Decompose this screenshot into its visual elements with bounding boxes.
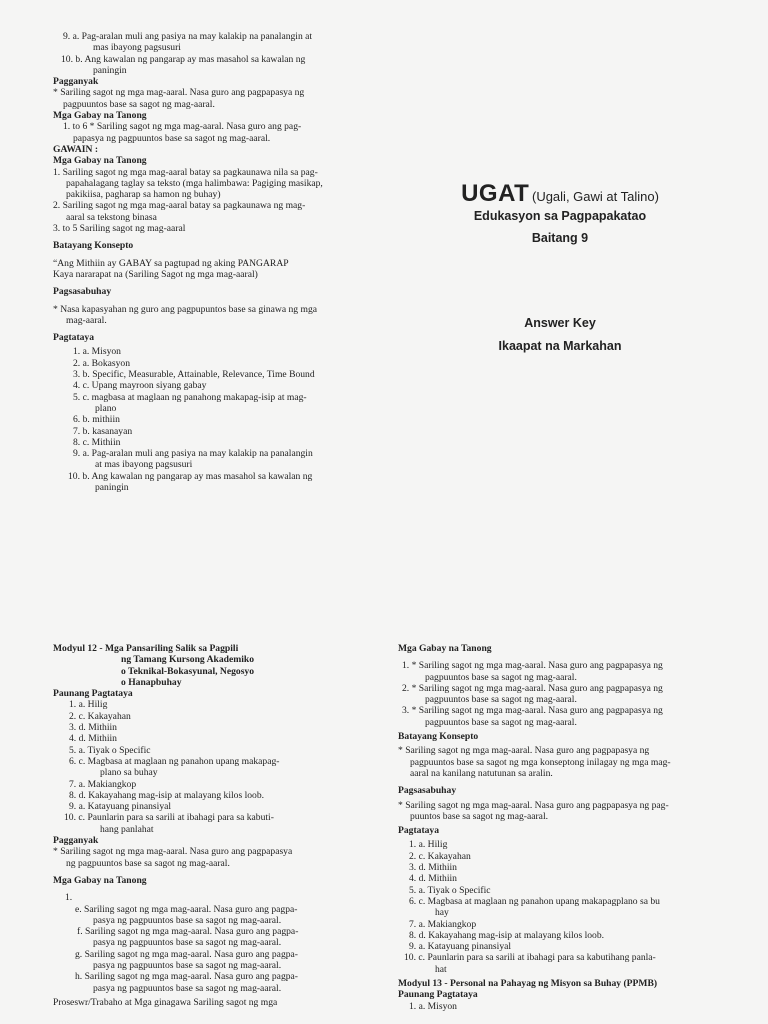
section-heading: Pagsasabuhay [53, 286, 112, 298]
list-item: plano sa buhay [100, 767, 158, 779]
list-item: 3. d. Mithiin [69, 722, 117, 734]
list-item: 5. a. Tiyak o Specific [409, 884, 491, 896]
text-line: aaral na kanilang natutunan sa aralin. [410, 767, 553, 779]
section-heading: Mga Gabay na Tanong [53, 874, 147, 886]
list-item: 10. c. Paunlarin para sa sarili at ibahagi para sa kabutihang panla- [404, 952, 656, 964]
text-line: pagpuuntos base sa sagot ng mag-aaral. [63, 98, 215, 110]
section-heading: Pagsasabuhay [398, 785, 457, 797]
list-item: pasya ng pagpuuntos base sa sagot ng mag-aaral. [93, 937, 282, 949]
list-item: at mas ibayong pagsusuri [95, 459, 193, 471]
section-heading: Pagtataya [398, 825, 440, 837]
ugat-title [430, 180, 690, 207]
section-heading: Pagganyak [53, 76, 99, 88]
answer-key-title: Answer Key [524, 316, 596, 330]
section-heading: Paunang Pagtataya [398, 989, 478, 1001]
module-heading: o Teknikal-Bokasyunal, Negosyo [121, 665, 255, 677]
list-item: 6. c. Magbasa at maglaan ng panahon upang makapag- [69, 755, 280, 767]
list-item: 1. * Sariling sagot ng mga mag-aaral. Nasa guro ang pagpapasya ng [402, 660, 663, 672]
list-item: 6. c. Magbasa at maglaan ng panahon upang makapagplano sa bu [409, 895, 660, 907]
text-line: mag-aaral. [66, 314, 107, 326]
text-line: Proseswr/Trabaho at Mga ginagawa Sariling sagot ng mga [53, 996, 278, 1008]
section-heading: Mga Gabay na Tanong [53, 155, 147, 167]
text-line: “Ang Mithiin ay GABAY sa pagtupad ng aking PANGARAP [53, 257, 289, 269]
list-item: hang panlahat [100, 823, 154, 835]
text-line: papahalagang taglay sa teksto (mga halimbawa: Pagiging masikap, [66, 177, 323, 189]
list-item: 8. d. Kakayahang mag-isip at malayang kilos loob. [409, 929, 605, 941]
list-item: hat [435, 963, 447, 975]
section-heading: Pagganyak [53, 835, 99, 847]
text-line: pagpuuntos base sa sagot ng mga konseptong inilagay ng mga mag- [410, 756, 671, 768]
list-item: 4. d. Mithiin [409, 873, 457, 885]
document-title-block [430, 180, 690, 245]
list-item: 4. d. Mithiin [69, 733, 117, 745]
text-line: * Sariling sagot ng mga mag-aaral. Nasa guro ang pagpapasya ng pag- [398, 799, 669, 811]
list-item: 7. a. Makiangkop [409, 918, 477, 930]
list-item: pagpuuntos base sa sagot ng mag-aaral. [425, 694, 577, 706]
list-item: paningin [95, 481, 129, 493]
list-item: e. Sariling sagot ng mga mag-aaral. Nasa guro ang pagpa- [75, 903, 298, 915]
text-line: * Sariling sagot ng mga mag-aaral. Nasa guro ang pagpapasya ng [398, 745, 650, 757]
text-line: * Nasa kapasyahan ng guro ang pagpupuntos base sa ginawa ng mga [53, 303, 318, 315]
list-item: 9. a. Katayuang pinansiyal [69, 801, 172, 813]
text-line: aaral sa tekstong binasa [66, 211, 157, 223]
list-item: 1. [65, 892, 73, 904]
module-heading: ng Tamang Kursong Akademiko [121, 654, 255, 666]
list-item: 3. * Sariling sagot ng mga mag-aaral. Nasa guro ang pagpapasya ng [402, 705, 663, 717]
top-left-column [53, 31, 383, 493]
section-heading: Mga Gabay na Tanong [398, 643, 492, 654]
text-line: 3. to 5 Sariling sagot ng mag-aaral [53, 223, 186, 235]
list-item: 7. a. Makiangkop [69, 778, 137, 790]
quarter-title: Ikaapat na Markahan [498, 339, 622, 353]
list-item: 8. d. Kakayahang mag-isip at malayang kilos loob. [69, 789, 265, 801]
list-item: 5. c. magbasa at maglaan ng panahong makapag-isip at mag- [73, 391, 307, 403]
list-item: pagpuuntos base sa sagot ng mag-aaral. [425, 671, 577, 683]
bottom-left-column [53, 643, 363, 1008]
text-line: paningin [93, 64, 127, 76]
list-item: plano [95, 402, 117, 414]
list-item: pasya ng pagpuuntos base sa sagot ng mag-aaral. [93, 960, 282, 972]
subject-title: Edukasyon sa Pagpapakatao [473, 209, 647, 224]
section-heading: GAWAIN : [53, 143, 99, 155]
text-line: 1. Sariling sagot ng mga mag-aaral batay sa pagkaunawa nila sa pag- [53, 166, 318, 178]
text-line: ng pagpuuntos base sa sagot ng mag-aaral. [66, 857, 230, 869]
list-item: 8. c. Mithiin [73, 436, 121, 448]
text-line: * Sariling sagot ng mga mag-aaral. Nasa guro ang pagpapasya ng [53, 87, 305, 99]
list-item: 1. a. Hilig [409, 839, 448, 851]
module-heading: Modyul 12 - Mga Pansariling Salik sa Pagpili [53, 643, 239, 654]
list-item: pagpuuntos base sa sagot ng mag-aaral. [425, 716, 577, 728]
list-item: 10. b. Ang kawalan ng pangarap ay mas masahol sa kawalan ng [68, 470, 313, 482]
module-heading: Modyul 13 - Personal na Pahayag ng Misyon sa Buhay (PPMB) [398, 978, 658, 990]
module-heading: o Hanapbuhay [121, 676, 182, 688]
text-line: 1. to 6 * Sariling sagot ng mga mag-aaral. Nasa guro ang pag- [63, 121, 302, 133]
list-item: 2. c. Kakayahan [409, 850, 471, 862]
list-item: 1. a. Misyon [409, 1000, 457, 1012]
bottom-right-column [398, 643, 738, 1012]
list-item: hay [435, 907, 449, 919]
list-item: 2. a. Bokasyon [73, 357, 131, 369]
section-heading: Mga Gabay na Tanong [53, 110, 147, 122]
text-line: mas ibayong pagsusuri [93, 42, 181, 54]
text-line: puuntos base sa sagot ng mag-aaral. [410, 810, 549, 822]
section-heading: Paunang Pagtataya [53, 688, 133, 700]
list-item: 2. c. Kakayahan [69, 710, 131, 722]
grade-level: Baitang 9 [531, 230, 589, 245]
text-line: Kaya nararapat na (Sariling Sagot ng mga mag-aaral) [53, 268, 258, 280]
list-item: 3. d. Mithiin [409, 862, 457, 874]
list-item: 7. b. kasanayan [73, 425, 133, 437]
list-item: h. Sariling sagot ng mga mag-aaral. Nasa guro ang pagpa- [75, 971, 298, 983]
list-item: 1. a. Hilig [69, 699, 108, 711]
list-item: 4. c. Upang mayroon siyang gabay [73, 380, 207, 392]
text-line: 10. b. Ang kawalan ng pangarap ay mas masahol sa kawalan ng [61, 53, 306, 65]
section-heading: Batayang Konsepto [53, 240, 134, 252]
list-item: 9. a. Pag-aralan muli ang pasiya na may kalakip na panalangin [73, 448, 313, 460]
ugat-subtitle: (Ugali, Gawi at Talino) [531, 189, 659, 204]
section-heading: Pagtataya [53, 332, 95, 344]
text-line: papasya ng pagpuuntos base sa sagot ng mag-aaral. [73, 132, 271, 144]
list-item: 3. b. Specific, Measurable, Attainable, Relevance, Time Bound [73, 369, 315, 381]
text-line: 2. Sariling sagot ng mga mag-aaral batay sa pagkaunawa ng mag- [53, 200, 306, 212]
list-item: g. Sariling sagot ng mga mag-aaral. Nasa guro ang pagpa- [75, 948, 298, 960]
list-item: 1. a. Misyon [73, 346, 121, 358]
list-item: pasya ng pagpuuntos base sa sagot ng mag-aaral. [93, 914, 282, 926]
list-item: 5. a. Tiyak o Specific [69, 744, 151, 756]
text-line: * Sariling sagot ng mga mag-aaral. Nasa guro ang pagpapasya [53, 846, 293, 858]
list-item: 6. b. mithiin [73, 414, 120, 426]
section-heading: Batayang Konsepto [398, 731, 479, 743]
text-line: 9. a. Pag-aralan muli ang pasiya na may kalakip na panalangin at [63, 31, 313, 42]
list-item: 9. a. Katayuang pinansiyal [409, 941, 512, 953]
list-item: 10. c. Paunlarin para sa sarili at ibahagi para sa kabuti- [64, 812, 274, 824]
list-item: 2. * Sariling sagot ng mga mag-aaral. Nasa guro ang pagpapasya ng [402, 682, 663, 694]
list-item: pasya ng pagpuuntos base sa sagot ng mag-aaral. [93, 982, 282, 994]
list-item: f. Sariling sagot ng mga mag-aaral. Nasa guro ang pagpa- [77, 926, 299, 938]
ugat-word: UGAT [461, 180, 530, 207]
text-line: pakikiisa, pagharap sa hamon ng buhay) [66, 189, 221, 201]
